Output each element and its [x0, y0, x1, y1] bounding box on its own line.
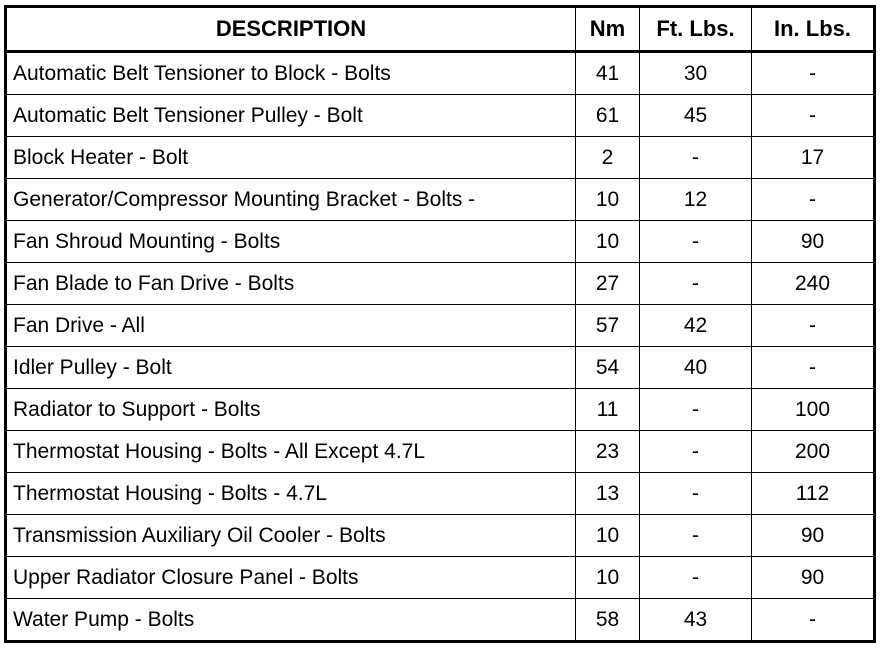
cell-in-lbs: -: [752, 599, 875, 642]
cell-nm: 27: [576, 263, 640, 305]
cell-nm: 41: [576, 52, 640, 95]
cell-ft-lbs: -: [640, 515, 752, 557]
column-header-nm: Nm: [576, 7, 640, 52]
cell-description: Radiator to Support - Bolts: [6, 389, 576, 431]
cell-nm: 10: [576, 221, 640, 263]
cell-description: Fan Shroud Mounting - Bolts: [6, 221, 576, 263]
cell-ft-lbs: 40: [640, 347, 752, 389]
cell-description: Idler Pulley - Bolt: [6, 347, 576, 389]
cell-in-lbs: 90: [752, 557, 875, 599]
cell-ft-lbs: -: [640, 221, 752, 263]
cell-description: Block Heater - Bolt: [6, 137, 576, 179]
cell-description: Fan Drive - All: [6, 305, 576, 347]
cell-description: Transmission Auxiliary Oil Cooler - Bolts: [6, 515, 576, 557]
column-header-description: DESCRIPTION: [6, 7, 576, 52]
cell-description: Water Pump - Bolts: [6, 599, 576, 642]
cell-in-lbs: 112: [752, 473, 875, 515]
cell-description: Fan Blade to Fan Drive - Bolts: [6, 263, 576, 305]
cell-description: Automatic Belt Tensioner to Block - Bolts: [6, 52, 576, 95]
cell-in-lbs: 90: [752, 221, 875, 263]
cell-nm: 58: [576, 599, 640, 642]
table-row: [6, 431, 875, 473]
cell-ft-lbs: -: [640, 263, 752, 305]
column-header-ft-lbs: Ft. Lbs.: [640, 7, 752, 52]
cell-in-lbs: -: [752, 52, 875, 95]
cell-nm: 13: [576, 473, 640, 515]
cell-ft-lbs: -: [640, 389, 752, 431]
cell-in-lbs: 240: [752, 263, 875, 305]
cell-description: Upper Radiator Closure Panel - Bolts: [6, 557, 576, 599]
table-row: [6, 347, 875, 389]
table-row: [6, 515, 875, 557]
cell-in-lbs: 17: [752, 137, 875, 179]
table-row: [6, 95, 875, 137]
cell-nm: 54: [576, 347, 640, 389]
cell-nm: 57: [576, 305, 640, 347]
cell-ft-lbs: 30: [640, 52, 752, 95]
cell-description: Thermostat Housing - Bolts - 4.7L: [6, 473, 576, 515]
table-row: [6, 305, 875, 347]
column-header-in-lbs: In. Lbs.: [752, 7, 875, 52]
cell-in-lbs: -: [752, 347, 875, 389]
cell-nm: 10: [576, 179, 640, 221]
cell-nm: 10: [576, 515, 640, 557]
cell-in-lbs: -: [752, 179, 875, 221]
cell-ft-lbs: 43: [640, 599, 752, 642]
cell-in-lbs: 200: [752, 431, 875, 473]
header-row: [6, 7, 875, 52]
cell-ft-lbs: -: [640, 137, 752, 179]
table-row: [6, 263, 875, 305]
cell-ft-lbs: 45: [640, 95, 752, 137]
table-row: [6, 52, 875, 95]
cell-in-lbs: 100: [752, 389, 875, 431]
cell-in-lbs: -: [752, 95, 875, 137]
cell-ft-lbs: 42: [640, 305, 752, 347]
cell-ft-lbs: 12: [640, 179, 752, 221]
table-row: [6, 221, 875, 263]
cell-ft-lbs: -: [640, 557, 752, 599]
cell-nm: 61: [576, 95, 640, 137]
table-body: [6, 52, 875, 642]
cell-nm: 10: [576, 557, 640, 599]
cell-description: Thermostat Housing - Bolts - All Except 4.7L: [6, 431, 576, 473]
table-row: [6, 599, 875, 642]
cell-in-lbs: 90: [752, 515, 875, 557]
cell-nm: 23: [576, 431, 640, 473]
torque-spec-table: [4, 5, 876, 643]
cell-nm: 2: [576, 137, 640, 179]
cell-description: Automatic Belt Tensioner Pulley - Bolt: [6, 95, 576, 137]
cell-description: Generator/Compressor Mounting Bracket - Bolts -: [6, 179, 576, 221]
table-row: [6, 389, 875, 431]
cell-nm: 11: [576, 389, 640, 431]
cell-in-lbs: -: [752, 305, 875, 347]
table-row: [6, 473, 875, 515]
cell-ft-lbs: -: [640, 431, 752, 473]
table-row: [6, 179, 875, 221]
cell-ft-lbs: -: [640, 473, 752, 515]
table-row: [6, 137, 875, 179]
table-header: [6, 7, 875, 52]
table-row: [6, 557, 875, 599]
